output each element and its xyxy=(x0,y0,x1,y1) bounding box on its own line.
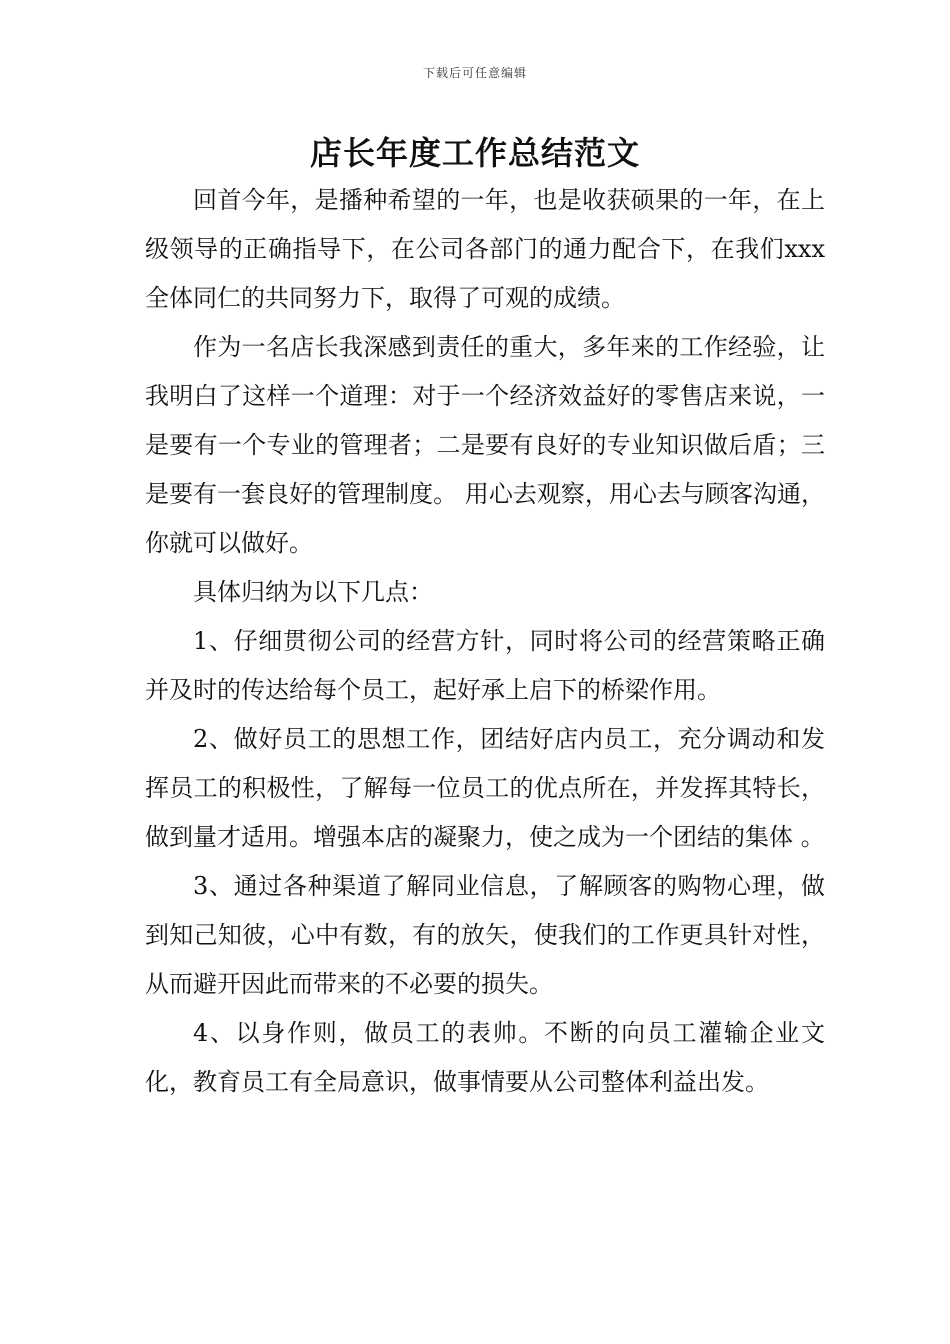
document-body xyxy=(145,176,825,1107)
paragraph-experience: 作为一名店长我深感到责任的重大，多年来的工作经验，让我明白了这样一个道理：对于一个经济效益好的零售店来说，一是要有一个专业的管理者；二是要有良好的专业知识做后盾；三是要有一套良好的管理制度。 用心去观察，用心去与顾客沟通，你就可以做好。 xyxy=(145,333,825,557)
paragraph-point-3: 3、通过各种渠道了解同业信息，了解顾客的购物心理，做到知己知彼，心中有数，有的放矢，使我们的工作更具针对性，从而避开因此而带来的不必要的损失。 xyxy=(145,872,825,998)
header-note: 下载后可任意编辑 xyxy=(422,66,527,80)
paragraph-point-1: 1、仔细贯彻公司的经营方针，同时将公司的经营策略正确并及时的传达给每个员工，起好承上启下的桥梁作用。 xyxy=(145,627,825,704)
paragraph-intro: 回首今年，是播种希望的一年，也是收获硕果的一年，在上级领导的正确指导下，在公司各部门的通力配合下，在我们xxx全体同仁的共同努力下，取得了可观的成绩。 xyxy=(145,186,825,312)
paragraph-summary-heading: 具体归纳为以下几点： xyxy=(193,578,433,606)
paragraph-point-4: 4、以身作则，做员工的表帅。不断的向员工灌输企业文化，教育员工有全局意识，做事情要从公司整体利益出发。 xyxy=(145,1019,825,1096)
document-title: 店长年度工作总结范文 xyxy=(309,134,640,172)
paragraph-point-2: 2、做好员工的思想工作，团结好店内员工，充分调动和发挥员工的积极性，了解每一位员工的优点所在，并发挥其特长，做到量才适用。增强本店的凝聚力，使之成为一个团结的集体 。 xyxy=(145,725,825,851)
